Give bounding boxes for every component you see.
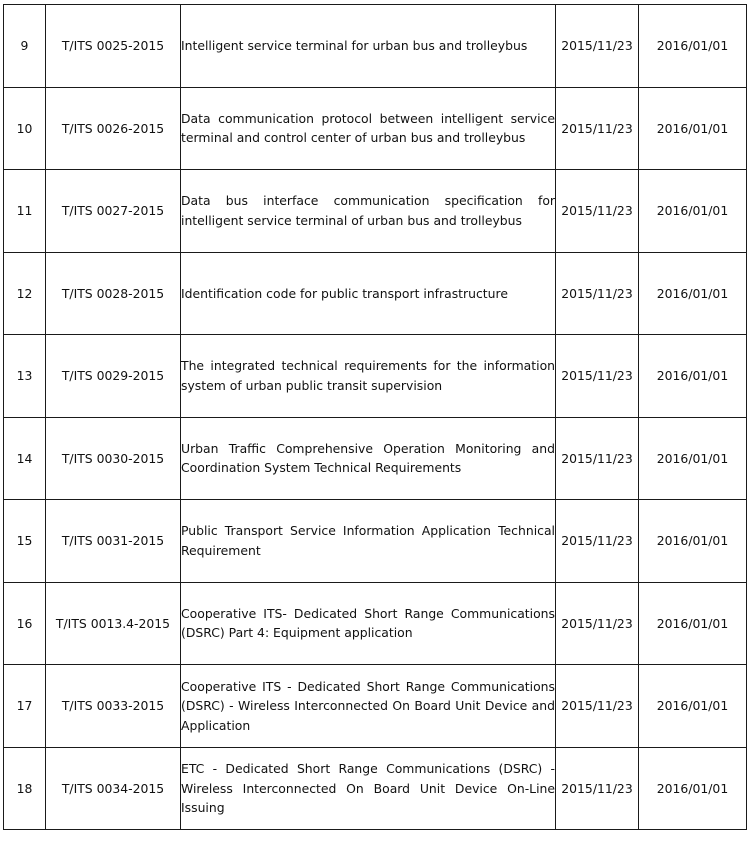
table-row [4,417,747,500]
standard-title: Urban Traffic Comprehensive Operation Monitoring and Coordination System Technical Requirements [181,417,556,500]
publish-date: 2015/11/23 [556,417,639,500]
standard-title: Intelligent service terminal for urban bus and trolleybus [181,5,556,88]
publish-date: 2015/11/23 [556,252,639,335]
publish-date: 2015/11/23 [556,5,639,88]
publish-date: 2015/11/23 [556,87,639,170]
row-number: 17 [4,665,46,748]
row-number: 12 [4,252,46,335]
row-number: 16 [4,582,46,665]
implementation-date: 2016/01/01 [639,87,747,170]
row-number: 14 [4,417,46,500]
standard-title: Public Transport Service Information Application Technical Requirement [181,500,556,583]
implementation-date: 2016/01/01 [639,252,747,335]
standard-title: Cooperative ITS - Dedicated Short Range Communications (DSRC) - Wireless Interconnected On Board Unit Device and Application [181,665,556,748]
implementation-date: 2016/01/01 [639,500,747,583]
table-row [4,252,747,335]
standard-code: T/ITS 0025-2015 [46,5,181,88]
standard-code: T/ITS 0034-2015 [46,747,181,830]
publish-date: 2015/11/23 [556,170,639,253]
standard-code: T/ITS 0033-2015 [46,665,181,748]
standard-title: Data communication protocol between intelligent service terminal and control center of urban bus and trolleybus [181,87,556,170]
implementation-date: 2016/01/01 [639,335,747,418]
implementation-date: 2016/01/01 [639,747,747,830]
row-number: 9 [4,5,46,88]
table-row [4,500,747,583]
table-row [4,87,747,170]
standard-code: T/ITS 0027-2015 [46,170,181,253]
standards-table [3,4,747,830]
table-row [4,170,747,253]
standard-code: T/ITS 0028-2015 [46,252,181,335]
publish-date: 2015/11/23 [556,582,639,665]
publish-date: 2015/11/23 [556,335,639,418]
standard-title: ETC - Dedicated Short Range Communications (DSRC) - Wireless Interconnected On Board Unit Device On-Line Issuing [181,747,556,830]
row-number: 11 [4,170,46,253]
standard-code: T/ITS 0031-2015 [46,500,181,583]
implementation-date: 2016/01/01 [639,417,747,500]
table-row [4,582,747,665]
implementation-date: 2016/01/01 [639,582,747,665]
implementation-date: 2016/01/01 [639,5,747,88]
standard-title: Cooperative ITS- Dedicated Short Range Communications (DSRC) Part 4: Equipment application [181,582,556,665]
row-number: 13 [4,335,46,418]
implementation-date: 2016/01/01 [639,170,747,253]
publish-date: 2015/11/23 [556,500,639,583]
row-number: 15 [4,500,46,583]
row-number: 10 [4,87,46,170]
table-row [4,747,747,830]
standard-title: Data bus interface communication specification for intelligent service terminal of urban bus and trolleybus [181,170,556,253]
publish-date: 2015/11/23 [556,665,639,748]
implementation-date: 2016/01/01 [639,665,747,748]
row-number: 18 [4,747,46,830]
standard-code: T/ITS 0029-2015 [46,335,181,418]
table-row [4,335,747,418]
publish-date: 2015/11/23 [556,747,639,830]
table-row [4,5,747,88]
standard-code: T/ITS 0030-2015 [46,417,181,500]
standard-title: Identification code for public transport infrastructure [181,252,556,335]
standard-code: T/ITS 0013.4-2015 [46,582,181,665]
standard-title: The integrated technical requirements for the information system of urban public transit supervision [181,335,556,418]
table-row [4,665,747,748]
standard-code: T/ITS 0026-2015 [46,87,181,170]
